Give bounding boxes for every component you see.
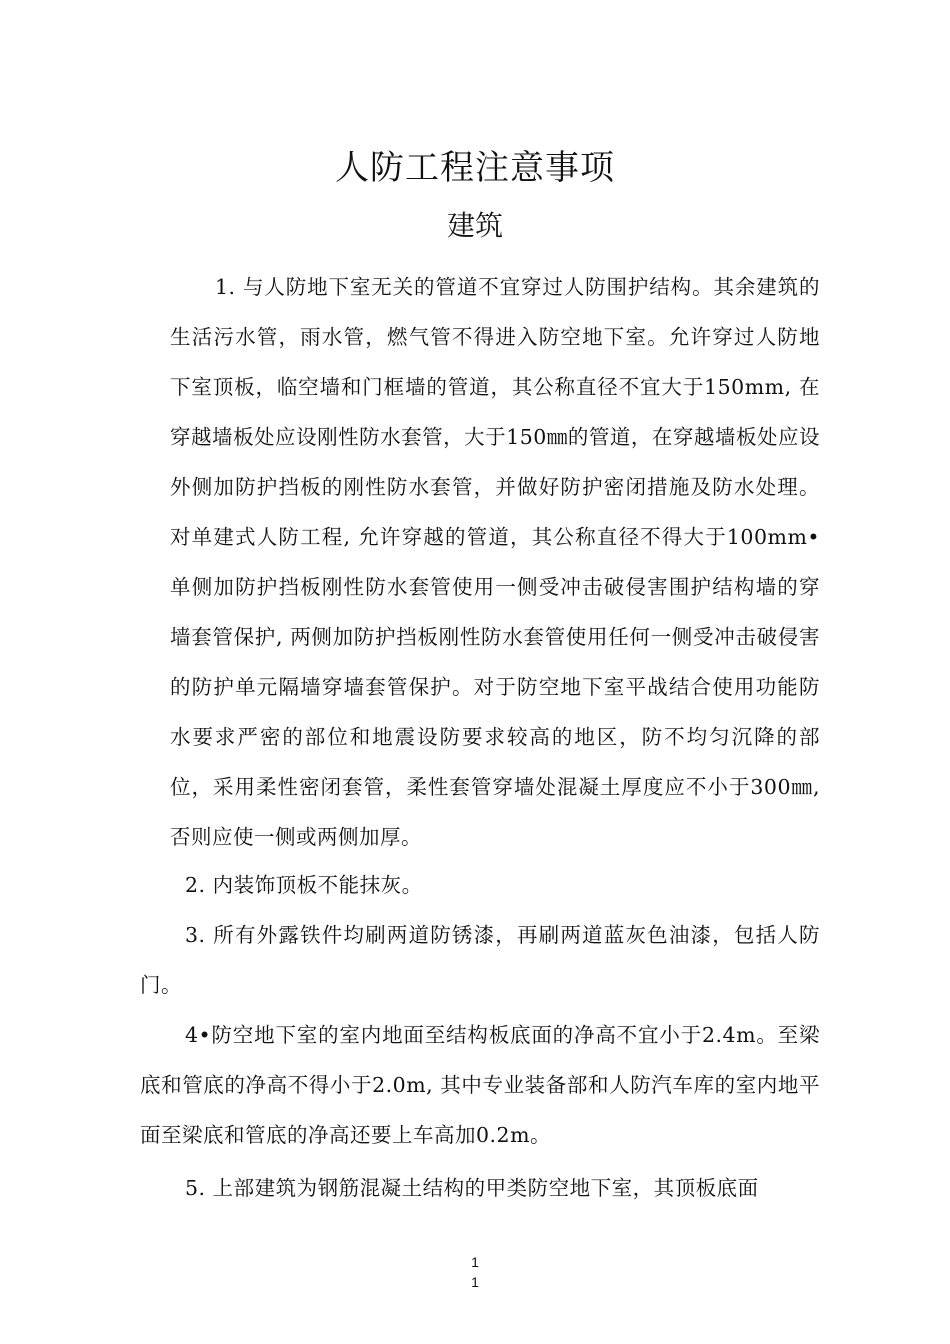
paragraph-1: 1. 与人防地下室无关的管道不宜穿过人防围护结构。其余建筑的生活污水管，雨水管，燃气管不得进入防空地下室。允许穿过人防地下室顶板，临空墙和门框墙的管道，其公称直径不宜大于150mm, 在穿越墙板处应设刚性防水套管，大于150㎜的管道，在穿越墙板处应设外侧加防护挡板的刚性防水套管，并做好防护密闭措施及防水处理。对单建式人防工程, 允许穿越的管道，其公称直径不得大于100mm•单侧加防护挡板刚性防水套管使用一侧受冲击破侵害围护结构墙的穿墙套管保护, 两侧加防护挡板刚性防水套管使用任何一侧受冲击破侵害的防护单元隔墙穿墙套管保护。对于防空地下室平战结合使用功能防水要求严密的部位和地震设防要求较高的地区，防不均匀沉降的部位，采用柔性密闭套管，柔性套管穿墙处混凝土厚度应不小于300㎜, 否则应使一侧或两侧加厚。 xyxy=(170,275,820,849)
paragraph-3: 3. 所有外露铁件均刷两道防锈漆，再刷两道蓝灰色油漆，包括人防门。 xyxy=(140,923,820,997)
paragraph-2: 2. 内装饰顶板不能抹灰。 xyxy=(185,873,423,897)
section-heading: 建筑 xyxy=(446,209,503,242)
document-title: 人防工程注意事项 xyxy=(335,148,615,188)
paragraph-4: 4•防空地下室的室内地面至结构板底面的净高不宜小于2.4m。至梁底和管底的净高不得小于2.0m, 其中专业装备部和人防汽车库的室内地平面至梁底和管底的净高还要上车高加0.2m。 xyxy=(140,1023,820,1147)
page-number: 1 xyxy=(471,1254,479,1270)
paragraph-5: 5. 上部建筑为钢筋混凝土结构的甲类防空地下室，其顶板底面 xyxy=(185,1176,759,1200)
page-number-secondary: 1 xyxy=(471,1274,479,1290)
